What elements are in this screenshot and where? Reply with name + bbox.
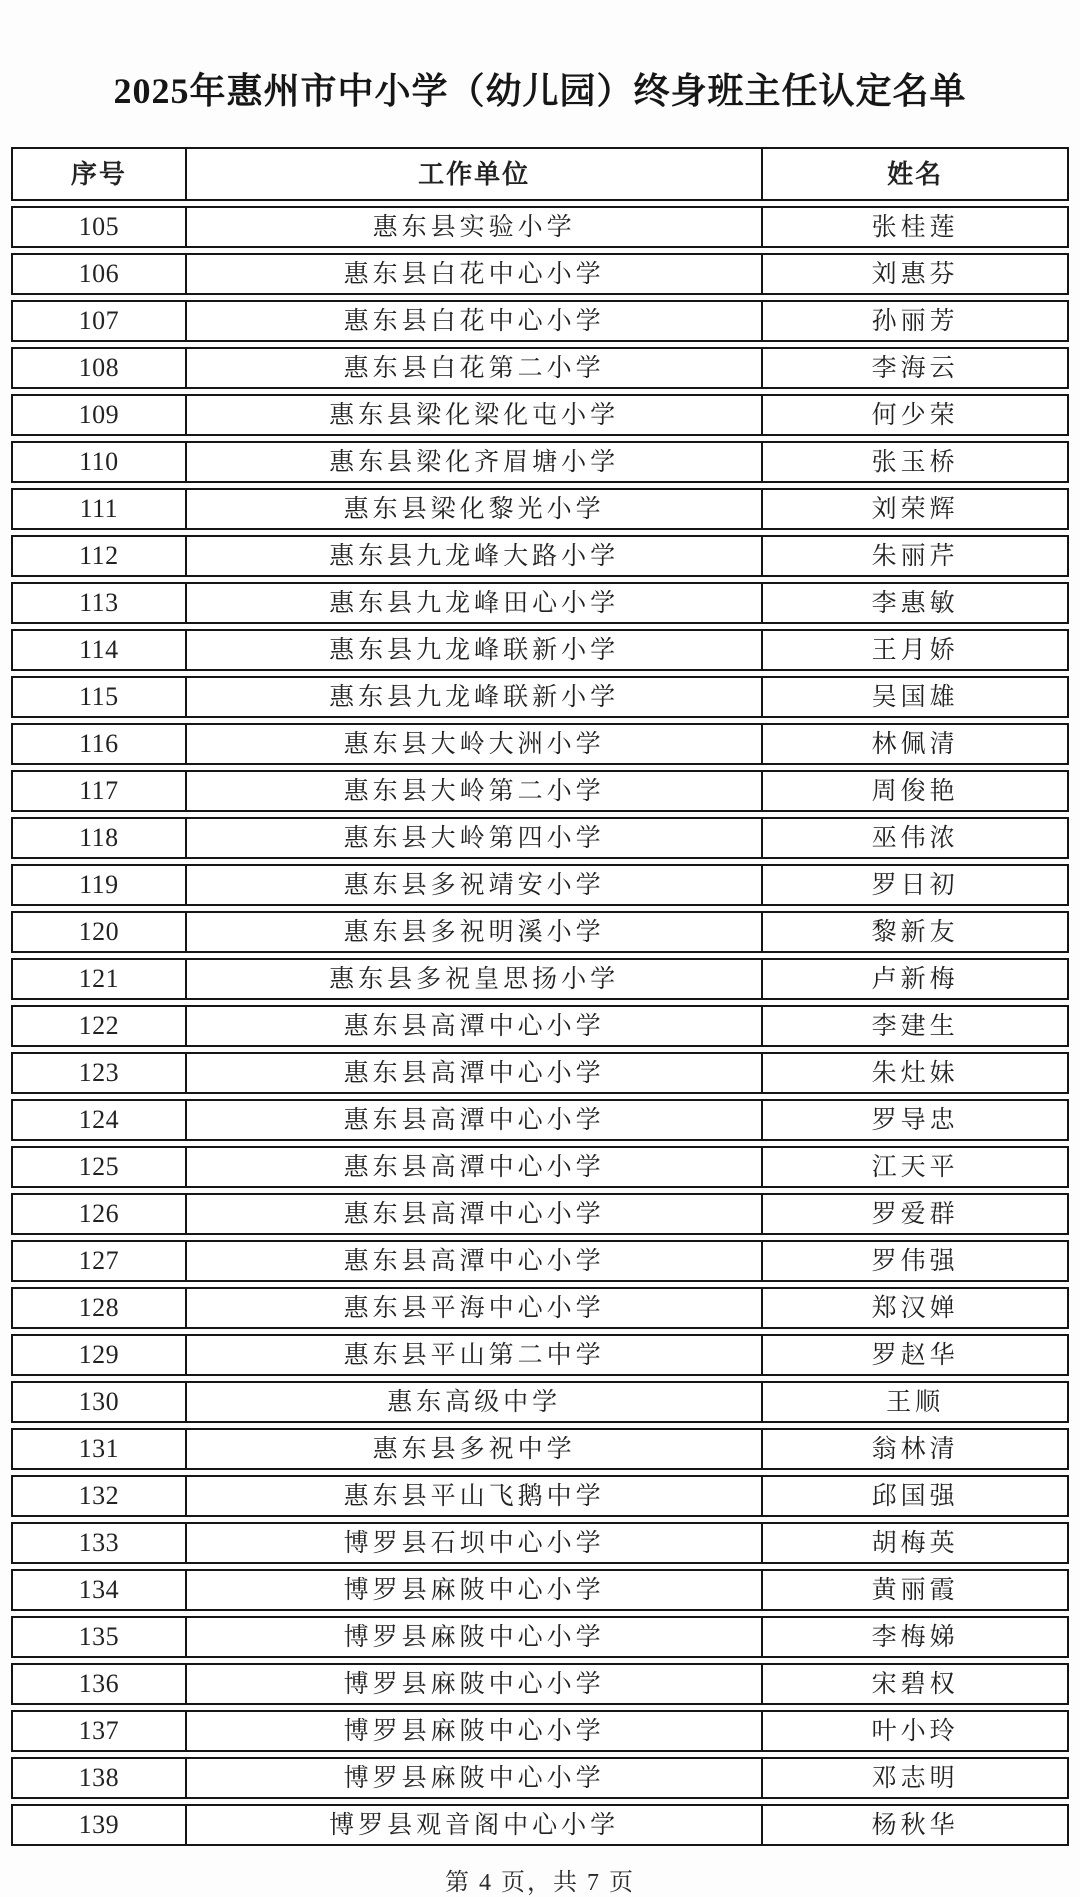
cell-name: 黄丽霞 <box>761 1571 1067 1609</box>
cell-work-unit: 博罗县麻陂中心小学 <box>185 1571 762 1609</box>
cell-serial-number: 107 <box>78 306 120 336</box>
cell-serial-number: 124 <box>78 1105 120 1135</box>
cell-serial-number: 137 <box>78 1716 120 1746</box>
cell-name: 李海云 <box>761 349 1067 387</box>
table-row <box>11 1663 1069 1705</box>
cell-serial-number: 112 <box>79 541 119 571</box>
table-row <box>11 1710 1069 1752</box>
table-row <box>11 1193 1069 1235</box>
cell-serial-number: 133 <box>78 1528 120 1558</box>
cell-serial-number: 136 <box>78 1669 120 1699</box>
cell-work-unit: 惠东县高潭中心小学 <box>185 1007 762 1045</box>
table-row <box>11 535 1069 577</box>
cell-name: 何少荣 <box>761 396 1067 434</box>
cell-work-unit: 博罗县麻陂中心小学 <box>185 1618 762 1656</box>
cell-name: 翁林清 <box>761 1430 1067 1468</box>
cell-work-unit: 惠东县大岭第二小学 <box>185 772 762 810</box>
cell-work-unit: 博罗县石坝中心小学 <box>185 1524 762 1562</box>
cell-name: 李建生 <box>761 1007 1067 1045</box>
table-row <box>11 1099 1069 1141</box>
cell-work-unit: 惠东县多祝靖安小学 <box>185 866 762 904</box>
cell-name: 罗日初 <box>761 866 1067 904</box>
table-row <box>11 1240 1069 1282</box>
cell-work-unit: 惠东县平海中心小学 <box>185 1289 762 1327</box>
roster-table <box>11 147 1069 1846</box>
cell-serial-number: 139 <box>78 1810 120 1840</box>
cell-serial-number: 118 <box>79 823 119 853</box>
cell-work-unit: 惠东县多祝皇思扬小学 <box>185 960 762 998</box>
cell-work-unit: 惠东县白花第二小学 <box>185 349 762 387</box>
cell-name: 邓志明 <box>761 1759 1067 1797</box>
cell-name: 叶小玲 <box>761 1712 1067 1750</box>
cell-name: 罗导忠 <box>761 1101 1067 1139</box>
table-row <box>11 300 1069 342</box>
cell-serial-number: 132 <box>78 1481 120 1511</box>
cell-work-unit: 博罗县观音阁中心小学 <box>185 1806 762 1844</box>
cell-name: 朱丽芹 <box>761 537 1067 575</box>
table-row <box>11 1381 1069 1423</box>
header-cell-name: 姓名 <box>761 149 1067 199</box>
cell-work-unit: 惠东县白花中心小学 <box>185 302 762 340</box>
table-row <box>11 1757 1069 1799</box>
cell-work-unit: 博罗县麻陂中心小学 <box>185 1759 762 1797</box>
table-header-row <box>11 147 1069 201</box>
cell-name: 李梅娣 <box>761 1618 1067 1656</box>
cell-name: 张桂莲 <box>761 208 1067 246</box>
table-row <box>11 770 1069 812</box>
table-row <box>11 723 1069 765</box>
table-row <box>11 253 1069 295</box>
table-row <box>11 817 1069 859</box>
cell-work-unit: 惠东县平山第二中学 <box>185 1336 762 1374</box>
table-row <box>11 488 1069 530</box>
cell-work-unit: 惠东县梁化梁化屯小学 <box>185 396 762 434</box>
cell-name: 邱国强 <box>761 1477 1067 1515</box>
table-row <box>11 441 1069 483</box>
page-footer: 第 4 页，共 7 页 <box>445 1870 635 1897</box>
table-row <box>11 1804 1069 1846</box>
cell-serial-number: 116 <box>79 729 119 759</box>
cell-serial-number: 117 <box>79 776 119 806</box>
cell-serial-number: 109 <box>78 400 120 430</box>
cell-serial-number: 135 <box>78 1622 120 1652</box>
cell-work-unit: 惠东县九龙峰田心小学 <box>185 584 762 622</box>
cell-work-unit: 惠东县白花中心小学 <box>185 255 762 293</box>
cell-name: 朱灶妹 <box>761 1054 1067 1092</box>
cell-name: 孙丽芳 <box>761 302 1067 340</box>
cell-name: 胡梅英 <box>761 1524 1067 1562</box>
cell-work-unit: 惠东县大岭大洲小学 <box>185 725 762 763</box>
cell-name: 罗伟强 <box>761 1242 1067 1280</box>
table-row <box>11 1522 1069 1564</box>
cell-serial-number: 105 <box>78 212 120 242</box>
table-row <box>11 582 1069 624</box>
cell-name: 罗爱群 <box>761 1195 1067 1233</box>
table-row <box>11 394 1069 436</box>
table-row <box>11 958 1069 1000</box>
cell-name: 宋碧权 <box>761 1665 1067 1703</box>
table-row <box>11 1005 1069 1047</box>
cell-work-unit: 惠东县实验小学 <box>185 208 762 246</box>
cell-name: 巫伟浓 <box>761 819 1067 857</box>
cell-work-unit: 惠东县九龙峰联新小学 <box>185 678 762 716</box>
cell-name: 吴国雄 <box>761 678 1067 716</box>
cell-serial-number: 121 <box>78 964 120 994</box>
cell-work-unit: 惠东县高潭中心小学 <box>185 1101 762 1139</box>
table-row <box>11 911 1069 953</box>
cell-work-unit: 惠东县九龙峰大路小学 <box>185 537 762 575</box>
cell-work-unit: 惠东县高潭中心小学 <box>185 1148 762 1186</box>
document-title: 2025年惠州市中小学（幼儿园）终身班主任认定名单 <box>113 71 967 111</box>
cell-name: 张玉桥 <box>761 443 1067 481</box>
table-row <box>11 1428 1069 1470</box>
cell-serial-number: 123 <box>78 1058 120 1088</box>
cell-name: 罗赵华 <box>761 1336 1067 1374</box>
cell-work-unit: 惠东县梁化齐眉塘小学 <box>185 443 762 481</box>
cell-serial-number: 115 <box>79 682 119 712</box>
cell-name: 郑汉婵 <box>761 1289 1067 1327</box>
table-row <box>11 1569 1069 1611</box>
cell-name: 王月娇 <box>761 631 1067 669</box>
cell-serial-number: 130 <box>78 1387 120 1417</box>
cell-serial-number: 113 <box>79 588 119 618</box>
table-row <box>11 629 1069 671</box>
header-cell-serial-number: 序号 <box>70 159 127 190</box>
cell-work-unit: 惠东县高潭中心小学 <box>185 1195 762 1233</box>
cell-serial-number: 128 <box>78 1293 120 1323</box>
cell-serial-number: 129 <box>78 1340 120 1370</box>
table-row <box>11 1334 1069 1376</box>
header-cell-work-unit: 工作单位 <box>185 149 762 199</box>
table-row <box>11 1146 1069 1188</box>
cell-work-unit: 惠东县高潭中心小学 <box>185 1054 762 1092</box>
cell-serial-number: 106 <box>78 259 120 289</box>
cell-name: 卢新梅 <box>761 960 1067 998</box>
cell-serial-number: 122 <box>78 1011 120 1041</box>
table-row <box>11 1052 1069 1094</box>
cell-work-unit: 惠东县多祝明溪小学 <box>185 913 762 951</box>
cell-name: 李惠敏 <box>761 584 1067 622</box>
cell-serial-number: 110 <box>79 447 119 477</box>
cell-work-unit: 博罗县麻陂中心小学 <box>185 1665 762 1703</box>
cell-serial-number: 134 <box>78 1575 120 1605</box>
cell-work-unit: 惠东县大岭第四小学 <box>185 819 762 857</box>
cell-serial-number: 127 <box>78 1246 120 1276</box>
table-row <box>11 1287 1069 1329</box>
cell-serial-number: 120 <box>78 917 120 947</box>
table-row <box>11 676 1069 718</box>
cell-work-unit: 惠东县多祝中学 <box>185 1430 762 1468</box>
cell-name: 杨秋华 <box>761 1806 1067 1844</box>
cell-name: 王顺 <box>761 1383 1067 1421</box>
cell-work-unit: 惠东县梁化黎光小学 <box>185 490 762 528</box>
cell-work-unit: 惠东县高潭中心小学 <box>185 1242 762 1280</box>
table-row <box>11 347 1069 389</box>
cell-work-unit: 惠东县九龙峰联新小学 <box>185 631 762 669</box>
cell-serial-number: 126 <box>78 1199 120 1229</box>
cell-name: 刘荣辉 <box>761 490 1067 528</box>
table-row <box>11 206 1069 248</box>
cell-name: 周俊艳 <box>761 772 1067 810</box>
cell-work-unit: 博罗县麻陂中心小学 <box>185 1712 762 1750</box>
table-row <box>11 1475 1069 1517</box>
cell-name: 黎新友 <box>761 913 1067 951</box>
cell-serial-number: 119 <box>79 870 119 900</box>
cell-serial-number: 111 <box>79 494 119 524</box>
cell-serial-number: 138 <box>78 1763 120 1793</box>
table-row <box>11 1616 1069 1658</box>
cell-serial-number: 114 <box>79 635 119 665</box>
table-body <box>11 206 1069 1846</box>
cell-name: 刘惠芬 <box>761 255 1067 293</box>
cell-serial-number: 125 <box>78 1152 120 1182</box>
table-row <box>11 864 1069 906</box>
cell-serial-number: 108 <box>78 353 120 383</box>
cell-work-unit: 惠东高级中学 <box>185 1383 762 1421</box>
cell-work-unit: 惠东县平山飞鹅中学 <box>185 1477 762 1515</box>
cell-serial-number: 131 <box>78 1434 120 1464</box>
cell-name: 林佩清 <box>761 725 1067 763</box>
cell-name: 江天平 <box>761 1148 1067 1186</box>
